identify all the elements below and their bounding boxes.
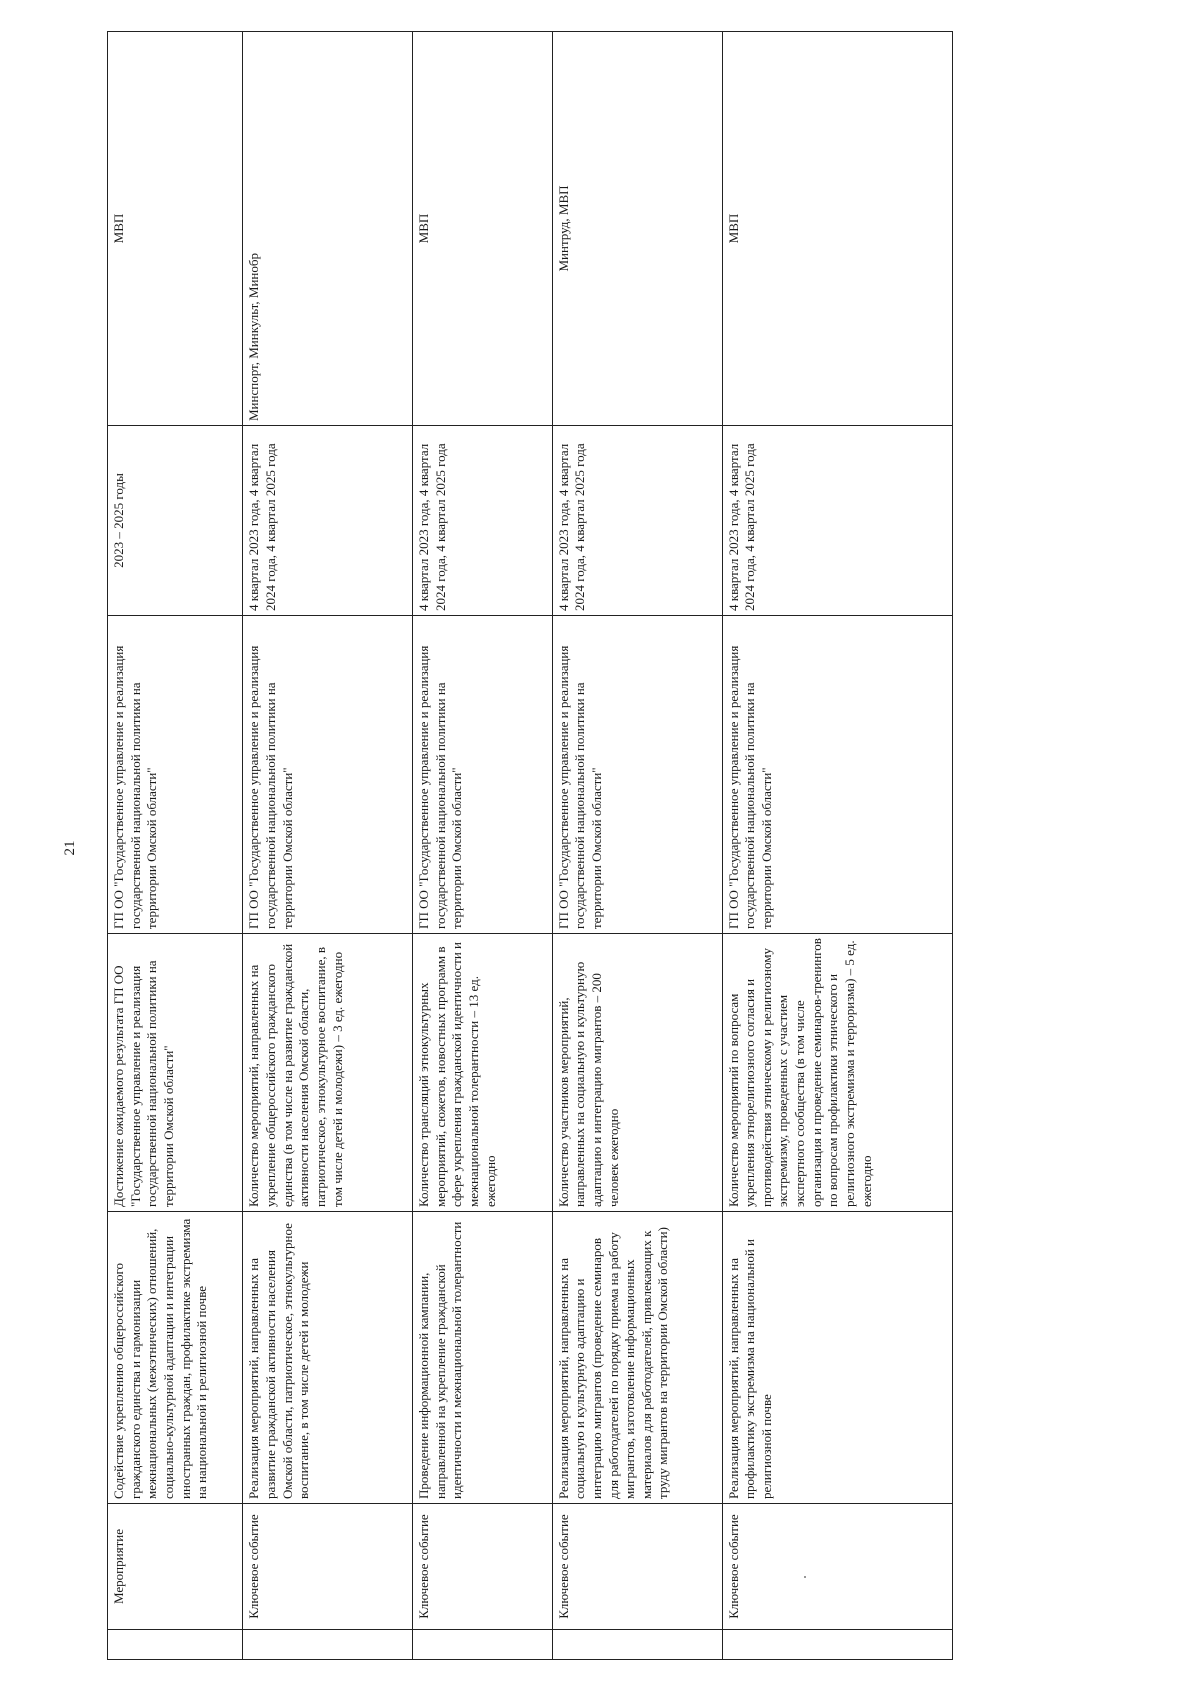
table-row — [243, 32, 413, 1660]
row-number-cell — [722, 1630, 952, 1660]
row-number-cell — [108, 1630, 243, 1660]
row-program-cell: ГП ОО "Государственное управление и реализация государственной национальной политики на территории Омской области" — [722, 616, 952, 934]
row-result-cell: Достижение ожидаемого результата ГП ОО "Государственное управление и реализация государственной национальной политики на территории Омской области" — [108, 934, 243, 1212]
row-number-cell — [413, 1630, 552, 1660]
row-result-cell: Количество мероприятий по вопросам укрепления этнорелигиозного согласия и противодействия этническому и религиозному экстремизму, проведенных с участием экспертного сообщества (в том числе организация и проведение семинаров-тренингов по вопросам профилактики этнического и религиозного экстремизма и терроризма) – 5 ед. ежегодно — [722, 934, 952, 1212]
row-result-cell: Количество трансляций этнокультурных мероприятий, сюжетов, новостных программ в сфере укрепления гражданской идентичности и межнациональной толерантности – 13 ед. ежегодно — [413, 934, 552, 1212]
row-term-cell: 4 квартал 2023 года, 4 квартал 2024 года, 4 квартал 2025 года — [413, 426, 552, 616]
row-program-cell: ГП ОО "Государственное управление и реализация государственной национальной политики на территории Омской области" — [243, 616, 413, 934]
row-number-cell — [552, 1630, 722, 1660]
row-type-cell: Ключевое событие — [722, 1504, 952, 1630]
row-number-cell — [243, 1630, 413, 1660]
row-name-cell: Реализация мероприятий, направленных на развитие гражданской активности населения Омской области, патриотическое, этнокультурное воспитание, в том числе детей и молодежи — [243, 1212, 413, 1504]
row-executor-cell: МВП — [722, 32, 952, 426]
row-executor-cell: МВП — [413, 32, 552, 426]
row-name-cell: Проведение информационной кампании, направленной на укрепление гражданской идентичности и межнациональной толерантности — [413, 1212, 552, 1504]
row-type-cell: Ключевое событие — [243, 1504, 413, 1630]
table-row — [413, 32, 552, 1660]
row-program-cell: ГП ОО "Государственное управление и реализация государственной национальной политики на территории Омской области" — [552, 616, 722, 934]
row-name-cell: Реализация мероприятий, направленных на социальную и культурную адаптацию и интеграцию мигрантов (проведение семинаров для работодателей по порядку приема на работу мигрантов, изготовление информационных материалов для работодателей, привлекающих к труду мигрантов на территории Омской области) — [552, 1212, 722, 1504]
page-number: 21 — [62, 840, 78, 856]
row-name-cell: Содействие укреплению общероссийского гражданского единства и гармонизации межнациональных (межэтнических) отношений, социально-культурной адаптации и интеграции иностранных граждан, профилактике экстремизма на национальной и религиозной почве — [108, 1212, 243, 1504]
row-type-cell: Ключевое событие — [413, 1504, 552, 1630]
row-type-cell: Мероприятие — [108, 1504, 243, 1630]
row-result-cell: Количество участников мероприятий, направленных на социальную и культурную адаптацию и интеграцию мигрантов – 200 человек ежегодно — [552, 934, 722, 1212]
row-executor-cell: Минспорт, Минкульт, Минобр — [243, 32, 413, 426]
row-program-cell: ГП ОО "Государственное управление и реализация государственной национальной политики на территории Омской области" — [108, 616, 243, 934]
row-executor-cell: МВП — [108, 32, 243, 426]
table-row — [722, 32, 952, 1660]
row-name-cell: Реализация мероприятий, направленных на профилактику экстремизма на национальной и религиозной почве — [722, 1212, 952, 1504]
row-executor-cell: Минтруд, МВП — [552, 32, 722, 426]
plan-table — [107, 31, 953, 1660]
row-term-cell: 4 квартал 2023 года, 4 квартал 2024 года, 4 квартал 2025 года — [722, 426, 952, 616]
rotated-table-container — [107, 32, 953, 1660]
row-term-cell: 4 квартал 2023 года, 4 квартал 2024 года, 4 квартал 2025 года — [243, 426, 413, 616]
row-term-cell: 2023 – 2025 годы — [108, 426, 243, 616]
row-result-cell: Количество мероприятий, направленных на укрепление общероссийского гражданского единства (в том числе на развитие гражданской активности населения Омской области, патриотическое, этнокультурное воспитание, в том числе детей и молодежи) – 3 ед. ежегодно — [243, 934, 413, 1212]
table-row — [552, 32, 722, 1660]
table-row — [108, 32, 243, 1660]
row-program-cell: ГП ОО "Государственное управление и реализация государственной национальной политики на территории Омской области" — [413, 616, 552, 934]
row-term-cell: 4 квартал 2023 года, 4 квартал 2024 года, 4 квартал 2025 года — [552, 426, 722, 616]
scan-artifact — [804, 1576, 806, 1578]
row-type-cell: Ключевое событие — [552, 1504, 722, 1630]
